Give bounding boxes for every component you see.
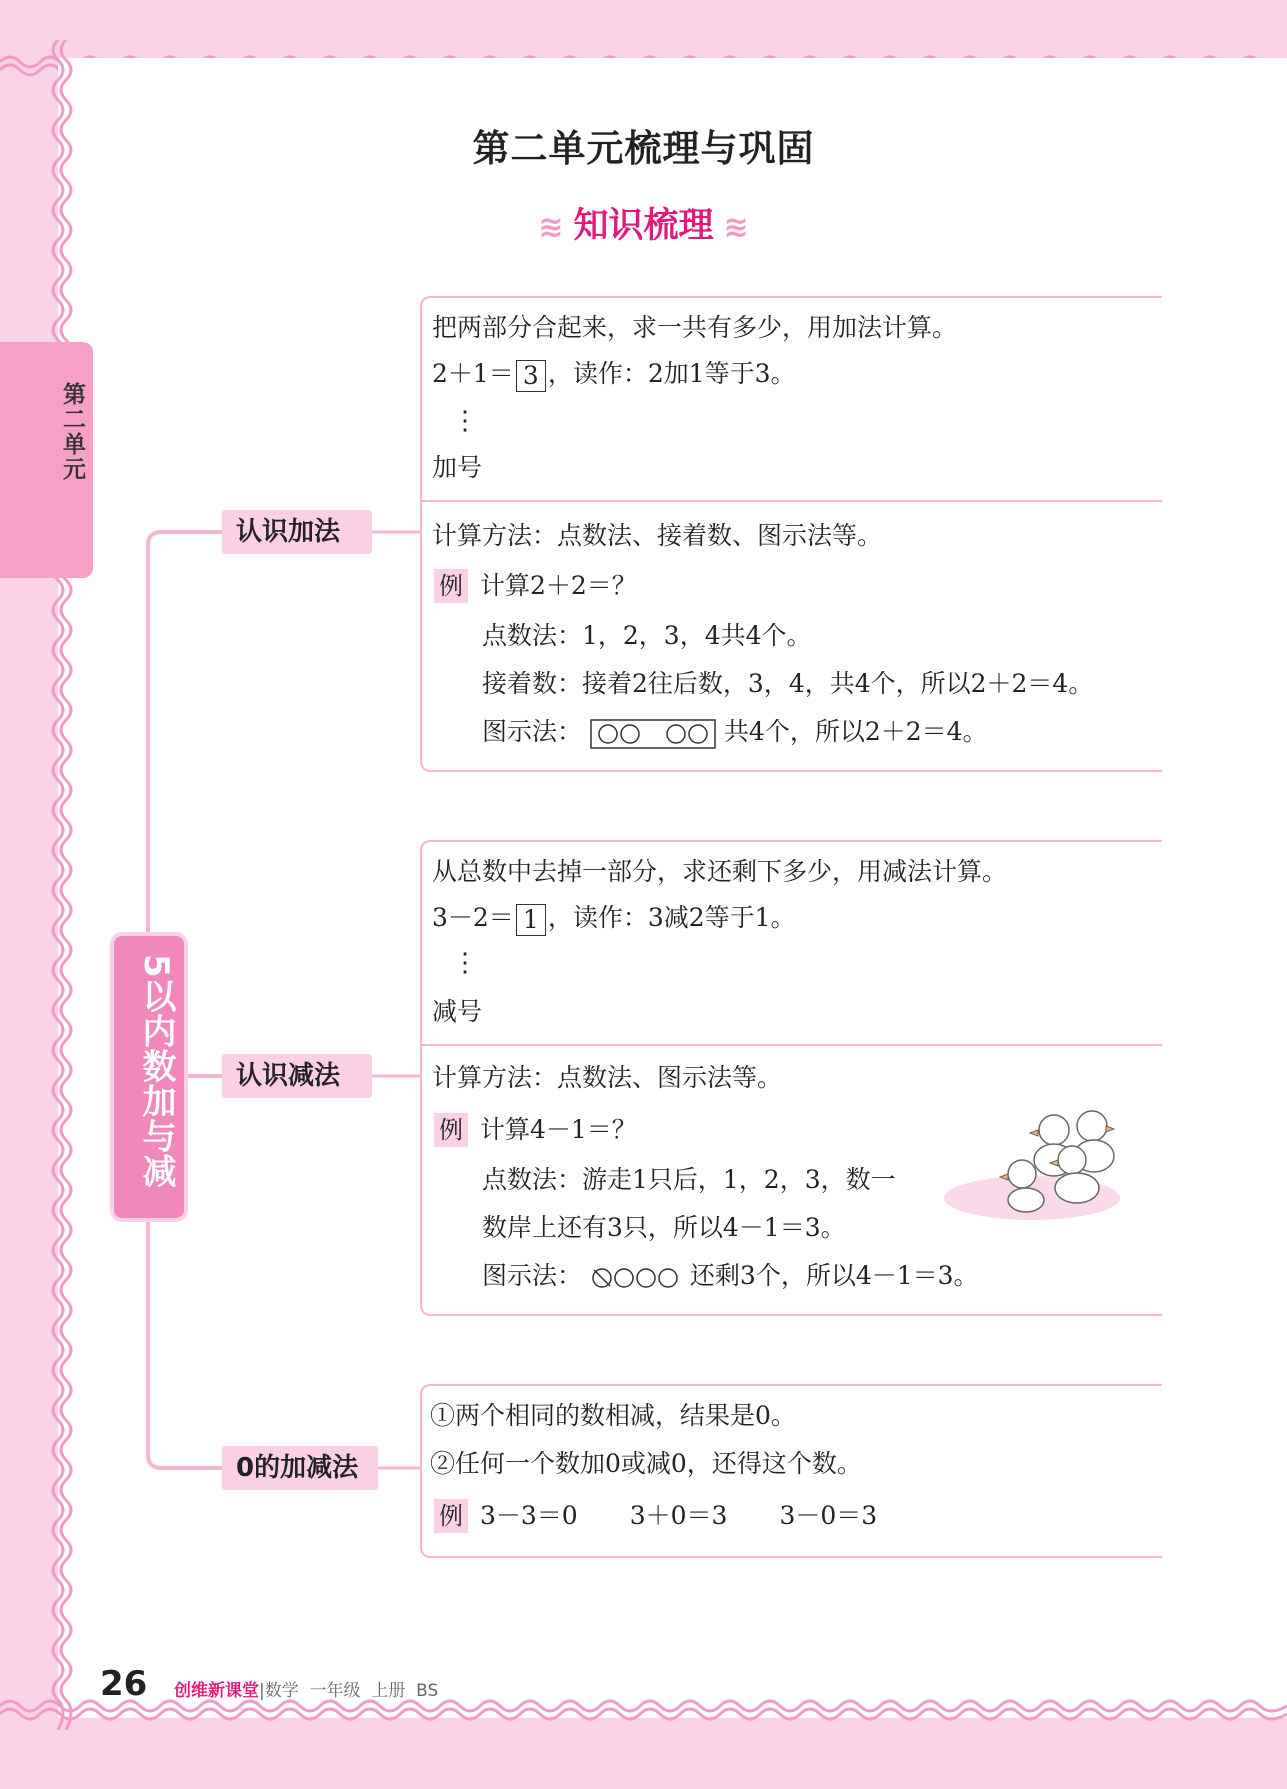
mindmap-root (114, 936, 184, 1218)
zero-example (434, 1496, 877, 1533)
subtraction-eq-reading: ，读作：3减2等于1。 (547, 903, 796, 932)
addition-eq-left: 2＋1＝ (432, 359, 514, 388)
addition-eq-reading: ，读作：2加1等于3。 (547, 359, 796, 388)
subtitle-text: 知识梳理 (573, 206, 714, 246)
addition-diagram-result: 共4个，所以2＋2＝4。 (723, 717, 988, 746)
branch-subtraction: 认识减法 (222, 1054, 372, 1098)
example-tag: 例 (434, 1113, 468, 1147)
subtraction-answer-box: 1 (516, 904, 546, 936)
subtraction-methods: 计算方法：点数法、图示法等。 (432, 1063, 783, 1092)
addition-box (420, 296, 1162, 772)
zero-example-2: 3＋0＝3 (629, 1501, 728, 1530)
zero-rule-1: ①两个相同的数相减，结果是0。 (430, 1401, 796, 1430)
addition-methods: 计算方法：点数法、接着数、图示法等。 (432, 521, 883, 550)
subtraction-dot-counting-1: 点数法：游走1只后，1，2，3，数一 (482, 1165, 896, 1194)
addition-dot-counting: 点数法：1，2，3，4共4个。 (482, 621, 812, 650)
subtraction-example-question: 计算4－1＝？ (480, 1115, 637, 1144)
subtraction-diagram-result: 还剩3个，所以4－1＝3。 (689, 1261, 979, 1290)
pointer-dots: ⋮ (452, 406, 478, 436)
addition-equation (432, 354, 796, 392)
circles-diagram-icon (590, 719, 716, 749)
subtraction-diagram-label: 图示法： (482, 1261, 583, 1290)
addition-count-on: 接着数：接着2往后数，3，4，共4个，所以2＋2＝4。 (482, 669, 1094, 698)
unit-side-tab-label: 第二单元 (59, 382, 85, 482)
wave-deco-left: ≋ (538, 210, 564, 245)
pointer-dots: ⋮ (452, 948, 478, 978)
footer-details: 数学 一年级 上册 BS (264, 1681, 439, 1701)
subtraction-box (420, 840, 1162, 1316)
crossed-circles-icon (590, 1265, 682, 1291)
branch-addition: 认识加法 (222, 510, 372, 554)
zero-example-3: 3－0＝3 (779, 1501, 878, 1530)
minus-sign-label: 减号 (432, 997, 483, 1026)
divider (422, 500, 1162, 502)
footer-divider: | (259, 1681, 265, 1701)
addition-definition: 把两部分合起来，求一共有多少，用加法计算。 (432, 313, 958, 342)
addition-diagram (482, 712, 988, 749)
subtraction-example (434, 1110, 637, 1147)
zero-box (420, 1384, 1162, 1558)
subtraction-definition: 从总数中去掉一部分，求还剩下多少，用减法计算。 (432, 857, 1008, 886)
addition-diagram-label: 图示法： (482, 717, 583, 746)
wave-deco-right: ≋ (723, 210, 749, 245)
zero-rule-2: ②任何一个数加0或减0，还得这个数。 (430, 1449, 862, 1478)
plus-sign-label: 加号 (432, 453, 483, 482)
divider (422, 1044, 1162, 1046)
addition-example (434, 566, 637, 603)
branch-zero: 0的加减法 (222, 1446, 378, 1490)
ducks-illustration-icon (942, 1100, 1152, 1230)
addition-answer-box: 3 (516, 360, 546, 392)
footer-text (174, 1676, 438, 1701)
example-tag: 例 (434, 569, 468, 603)
addition-example-question: 计算2＋2＝？ (480, 571, 637, 600)
footer-brand: 创维新课堂 (174, 1681, 259, 1701)
example-tag: 例 (434, 1499, 468, 1533)
mindmap-root-label: 5以内数加与减 (136, 954, 176, 1189)
page-number: 26 (100, 1664, 148, 1704)
subtraction-dot-counting-2: 数岸上还有3只，所以4－1＝3。 (482, 1213, 846, 1242)
subtraction-equation (432, 898, 796, 936)
zero-example-1: 3－3＝0 (480, 1501, 578, 1530)
subtraction-eq-left: 3－2＝ (432, 903, 514, 932)
subtraction-diagram (482, 1256, 979, 1292)
page-title: 第二单元梳理与巩固 (472, 127, 815, 170)
